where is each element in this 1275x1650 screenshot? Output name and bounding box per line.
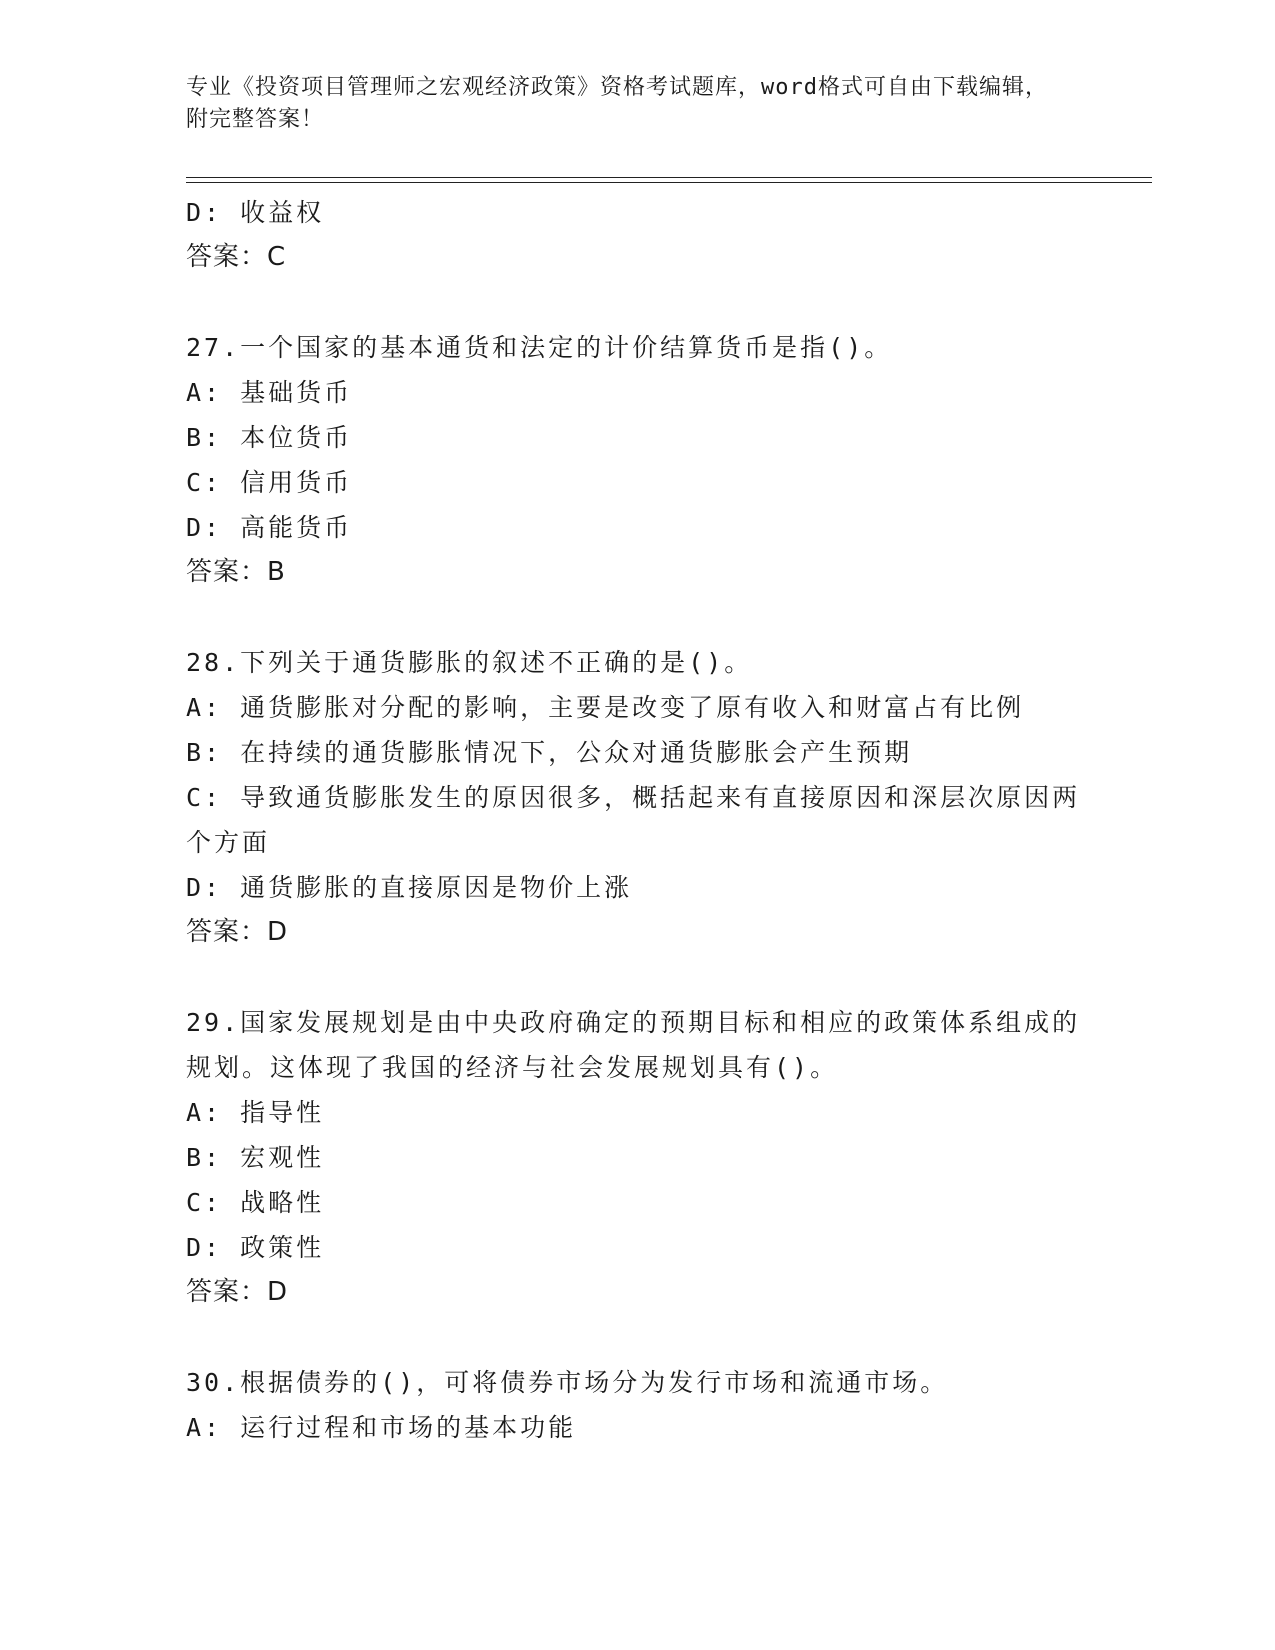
option-c: C: 信用货币	[186, 468, 353, 497]
option-c: C: 战略性	[186, 1188, 325, 1217]
question-list	[186, 190, 1086, 1450]
option-a: A: 运行过程和市场的基本功能	[186, 1413, 577, 1442]
option-a: A: 指导性	[186, 1098, 325, 1127]
option-a: A: 基础货币	[186, 378, 353, 407]
option-d: D: 收益权	[186, 198, 325, 227]
answer: 答案：B	[186, 557, 286, 587]
option-b: B: 本位货币	[186, 423, 353, 452]
option-a: A: 通货膨胀对分配的影响，主要是改变了原有收入和财富占有比例	[186, 693, 1025, 722]
question-stem: 30.根据债券的()，可将债券市场分为发行市场和流通市场。	[186, 1368, 949, 1397]
header-rule-top	[186, 177, 1152, 178]
answer: 答案：D	[186, 1277, 289, 1307]
option-b: B: 宏观性	[186, 1143, 325, 1172]
answer: 答案：C	[186, 242, 287, 272]
answer: 答案：D	[186, 917, 289, 947]
option-c: C: 导致通货膨胀发生的原因很多，概括起来有直接原因和深层次原因两个方面	[186, 783, 1081, 857]
question-stem: 28.下列关于通货膨胀的叙述不正确的是()。	[186, 648, 753, 677]
header-rule-bottom	[186, 182, 1152, 183]
question-stem: 29.国家发展规划是由中央政府确定的预期目标和相应的政策体系组成的规划。这体现了我国的经济与社会发展规划具有()。	[186, 1008, 1081, 1082]
option-d: D: 政策性	[186, 1233, 325, 1262]
document-header: 专业《投资项目管理师之宏观经济政策》资格考试题库，word格式可自由下载编辑，附完整答案！	[186, 75, 1048, 132]
option-d: D: 高能货币	[186, 513, 353, 542]
option-b: B: 在持续的通货膨胀情况下，公众对通货膨胀会产生预期	[186, 738, 913, 767]
question-stem: 27.一个国家的基本通货和法定的计价结算货币是指()。	[186, 333, 893, 362]
option-d: D: 通货膨胀的直接原因是物价上涨	[186, 873, 633, 902]
